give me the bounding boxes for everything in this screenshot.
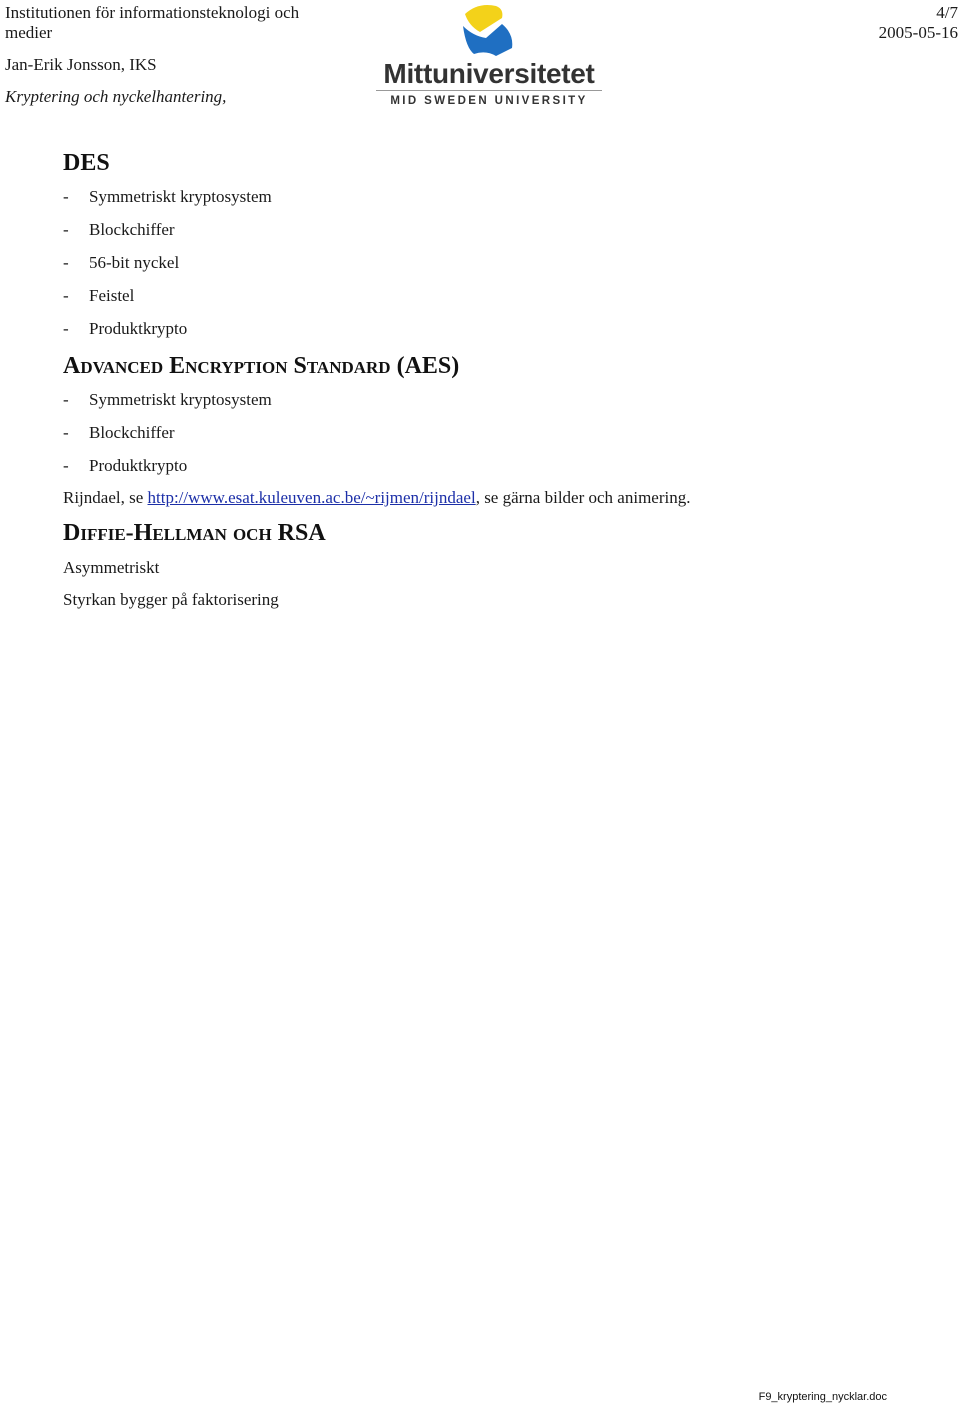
bullet-dash: - xyxy=(63,319,69,338)
bullet-dash: - xyxy=(63,253,69,272)
document-body xyxy=(63,146,943,616)
list-item: - Feistel xyxy=(63,279,943,312)
des-list xyxy=(63,180,943,345)
header-department: Institutionen för informationsteknologi och medier xyxy=(5,3,300,42)
header-topic: Kryptering och nyckelhantering, xyxy=(5,87,227,106)
heading-diffie-hellman-rsa: Diffie-Hellman och RSA xyxy=(63,520,326,546)
page-number: 4/7 xyxy=(936,3,958,22)
footer-filename: F9_kryptering_nycklar.doc xyxy=(758,1391,887,1403)
bullet-dash: - xyxy=(63,423,69,442)
dh-line-asymmetric: Asymmetriskt xyxy=(63,558,160,577)
logo-divider xyxy=(376,90,602,91)
bullet-dash: - xyxy=(63,286,69,305)
header-date: 2005-05-16 xyxy=(878,23,958,42)
bullet-dash: - xyxy=(63,220,69,239)
dh-line-strength: Styrkan bygger på faktorisering xyxy=(63,590,279,609)
bullet-dash: - xyxy=(63,456,69,475)
list-item: - Blockchiffer xyxy=(63,213,943,246)
list-item: - Blockchiffer xyxy=(63,416,943,449)
heading-des: DES xyxy=(63,150,110,176)
bullet-dash: - xyxy=(63,390,69,409)
logo-wordmark: Mittuniversitetet xyxy=(383,58,595,89)
logo-subtitle: MID SWEDEN UNIVERSITY xyxy=(390,95,588,107)
rijndael-note: Rijndael, se http://www.esat.kuleuven.ac.be/~rijmen/rijndael, se gärna bilder och animering. xyxy=(63,488,691,507)
list-item: - Produktkrypto xyxy=(63,312,943,345)
list-item: - Symmetriskt kryptosystem xyxy=(63,383,943,416)
bullet-dash: - xyxy=(63,187,69,206)
heading-aes: Advanced Encryption Standard (AES) xyxy=(63,353,460,379)
rijndael-link[interactable]: http://www.esat.kuleuven.ac.be/~rijmen/rijndael xyxy=(147,488,476,507)
list-item: - Produktkrypto xyxy=(63,449,943,482)
university-logo xyxy=(376,0,602,112)
header-author: Jan-Erik Jonsson, IKS xyxy=(5,55,157,74)
aes-list xyxy=(63,383,943,482)
list-item: - Symmetriskt kryptosystem xyxy=(63,180,943,213)
list-item: - 56-bit nyckel xyxy=(63,246,943,279)
logo-emblem-icon xyxy=(376,0,602,58)
